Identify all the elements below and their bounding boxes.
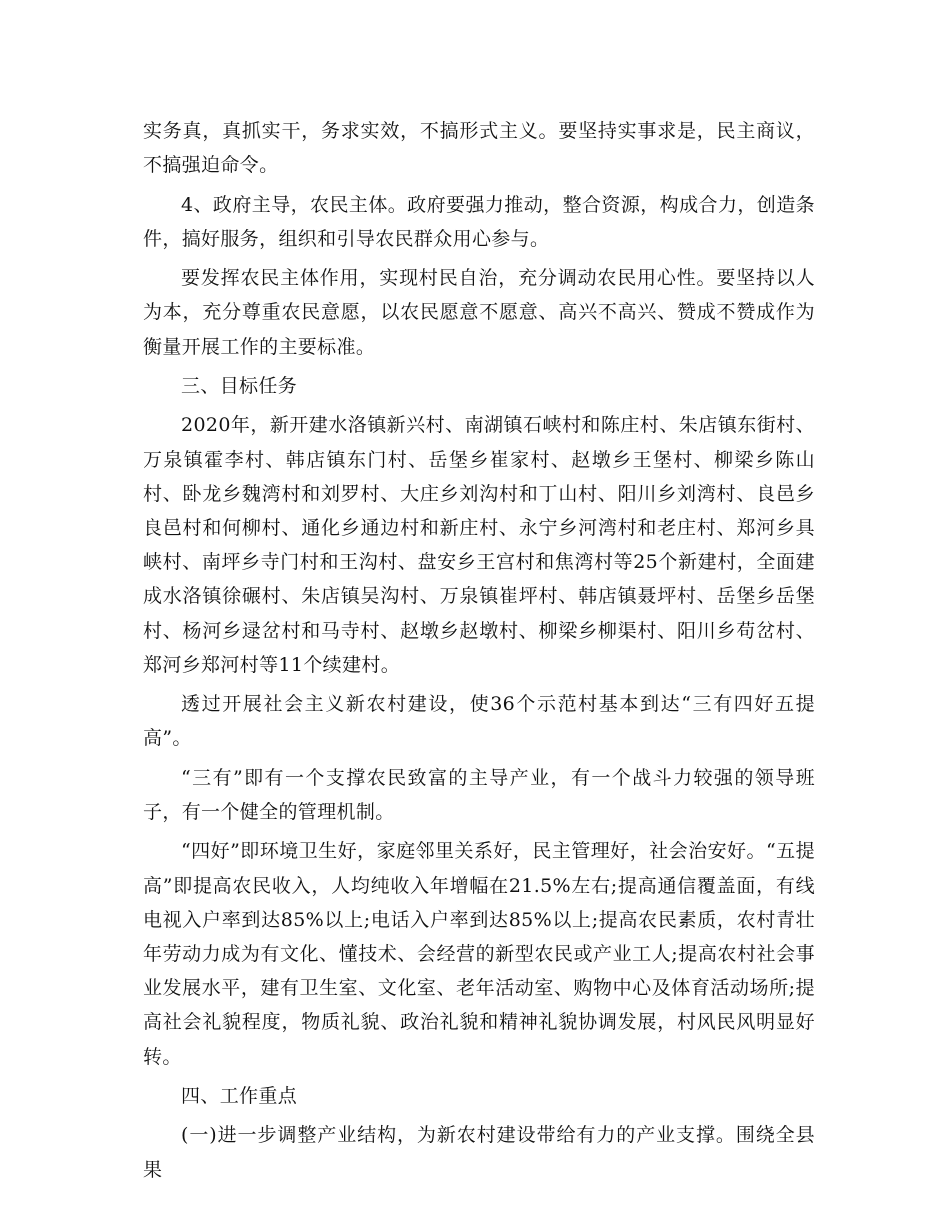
- paragraph-goal-summary: 透过开展社会主义新农村建设，使36个示范村基本到达“三有四好五提高”。: [143, 693, 815, 750]
- paragraph-farmer-role: 要发挥农民主体作用，实现村民自治，充分调动农民用心性。要坚持以人为本，充分尊重农民意愿，以农民愿意不愿意、高兴不高兴、赞成不赞成作为衡量开展工作的主要标准。: [143, 267, 815, 358]
- paragraph-continuation: 实务真，真抓实干，务求实效，不搞形式主义。要坚持实事求是，民主商议，不搞强迫命令。: [143, 120, 815, 177]
- paragraph-three-haves: “三有”即有一个支撑农民致富的主导产业，有一个战斗力较强的领导班子，有一个健全的管理机制。: [143, 766, 815, 823]
- paragraph-four-goods-five-improvements: “四好”即环境卫生好，家庭邻里关系好，民主管理好，社会治安好。“五提高”即提高农民收入，人均纯收入年增幅在21.5%左右;提高通信覆盖面，有线电视入户率到达85%以上;电话入户率到达85%以上;提高农民素质，农村青壮年劳动力成为有文化、懂技术、会经营的新型农民或产业工人;提高农村社会事业发展水平，建有卫生室、文化室、老年活动室、购物中心及体育活动场所;提高社会礼貌程度，物质礼貌、政治礼貌和精神礼貌协调发展，村风民风明显好转。: [143, 840, 815, 1068]
- paragraph-industry-structure: (一)进一步调整产业结构，为新农村建设带给有力的产业支撑。围绕全县果: [143, 1124, 815, 1181]
- section-heading-work-focus: 四、工作重点: [181, 1084, 298, 1107]
- paragraph-village-list: 2020年，新开建水洛镇新兴村、南湖镇石峡村和陈庄村、朱店镇东街村、万泉镇霍李村、韩店镇东门村、岳堡乡崔家村、赵墩乡王堡村、柳梁乡陈山村、卧龙乡魏湾村和刘罗村、大庄乡刘沟村和丁山村、阳川乡刘湾村、良邑乡良邑村和何柳村、通化乡通边村和新庄村、永宁乡河湾村和老庄村、郑河乡具峡村、南坪乡寺门村和王沟村、盘安乡王宫村和焦湾村等25个新建村，全面建成水洛镇徐碾村、朱店镇吴沟村、万泉镇崔坪村、韩店镇聂坪村、岳堡乡岳堡村、杨河乡逯岔村和马寺村、赵墩乡赵墩村、柳梁乡柳渠村、阳川乡苟岔村、郑河乡郑河村等11个续建村。: [143, 414, 815, 676]
- section-heading-targets: 三、目标任务: [181, 374, 298, 397]
- document-body: [143, 114, 815, 1192]
- paragraph-principle-4: 4、政府主导，农民主体。政府要强力推动，整合资源，构成合力，创造条件，搞好服务，组织和引导农民群众用心参与。: [143, 193, 815, 250]
